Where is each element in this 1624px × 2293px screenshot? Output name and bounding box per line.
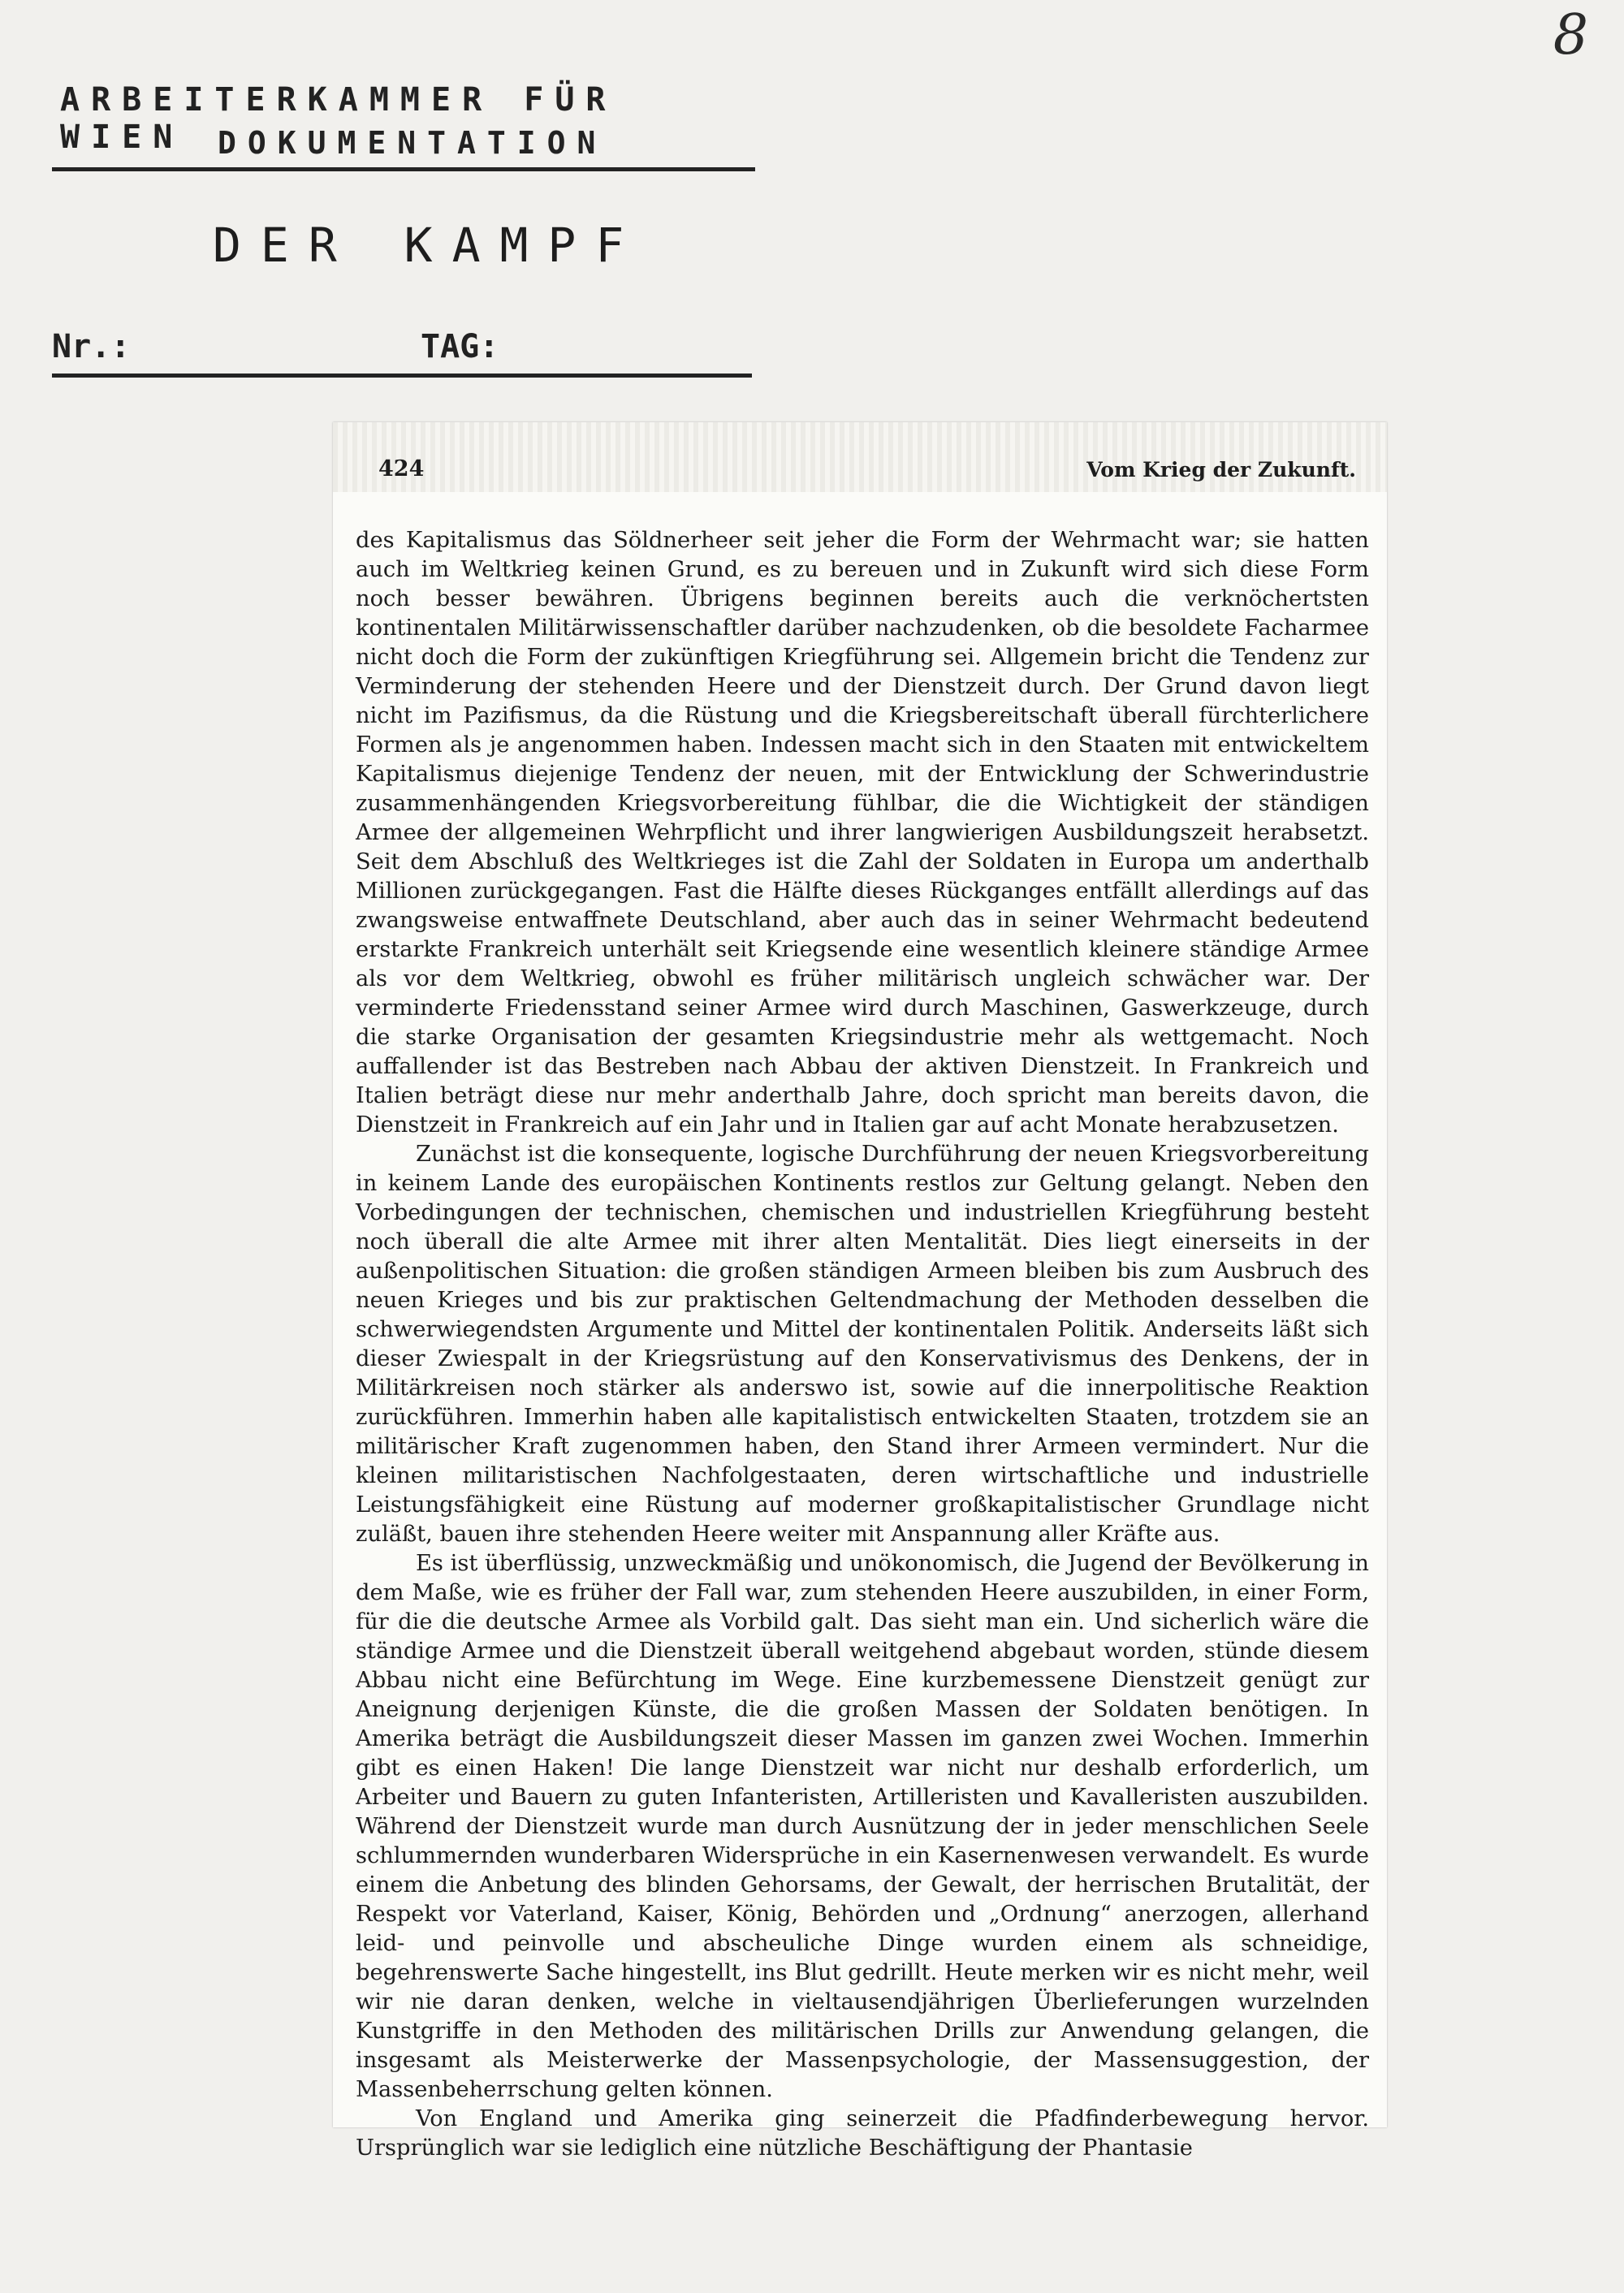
- paragraph-3: Es ist überflüssig, unzweckmäßig und unökonomisch, die Jugend der Bevölkerung in dem Maße, wie es früher der Fall war, zum stehenden Heere auszubilden, in einer Form, für die die deutsche Armee als Vorbild galt. Das sieht man ein. Und sicherlich wäre die ständige Armee und die Dienstzeit überall weitgehend abgebaut worden, stünde diesem Abbau nicht eine Befürchtung im Wege. Eine kurzbemessene Dienstzeit genügt zur Aneignung derjenigen Künste, die die großen Massen der Soldaten benötigen. In Amerika beträgt die Ausbildungszeit dieser Massen im ganzen zwei Wochen. Immerhin gibt es einen Haken! Die lange Dienstzeit war nicht nur deshalb erforderlich, um Arbeiter und Bauern zu guten Infanteristen, Artilleristen und Kavalleristen auszubilden. Während der Dienstzeit wurde man durch Ausnützung der in jeder menschlichen Seele schlummernden wunderbaren Widersprüche in ein Kasernenwesen verwandelt. Es wurde einem die Anbetung des blinden Gehorsams, der Gewalt, der herrischen Brutalität, der Respekt vor Vaterland, Kaiser, König, Behörden und „Ordnung“ anerzogen, allerhand leid- und peinvolle und abscheuliche Dinge wurden einem als schneidige, begehrenswerte Sache hingestellt, ins Blut gedrillt. Heute merken wir es nicht mehr, weil wir nie daran denken, welche in vieltausendjährigen Überlieferungen wurzelnden Kunstgriffe in den Methoden des militärischen Drills zur Anwendung gelangen, die insgesamt als Meisterwerke der Massenpsychologie, der Massensuggestion, der Massenbeherrschung gelten können.: [356, 1551, 1369, 2102]
- stamp-publication: DER KAMPF: [213, 218, 644, 273]
- paragraph-4: Von England und Amerika ging seinerzeit die Pfadfinderbewegung hervor. Ursprünglich war sie lediglich eine nützliche Beschäftigung der Phantasie: [356, 2106, 1369, 2161]
- paragraph-2: Zunächst ist die konsequente, logische Durchführung der neuen Kriegsvorbereitung in keinem Lande des europäischen Kontinents restlos zur Geltung gelangt. Neben den Vorbedingungen der technischen, chemischen und industriellen Kriegführung besteht noch überall die alte Armee mit ihrer alten Mentalität. Dies liegt einerseits in der außenpolitischen Situation: die großen ständigen Armeen bleiben bis zum Ausbruch des neuen Krieges und bis zur praktischen Geltendmachung der Methoden desselben die schwerwiegendsten Argumente und Mittel der kontinentalen Politik. Anderseits läßt sich dieser Zwiespalt in der Kriegsrüstung auf den Konservativismus des Denkens, der in Militärkreisen noch stärker als anderswo ist, sowie auf die innerpolitische Reaktion zurückführen. Immerhin haben alle kapitalistisch entwickelten Staaten, trotzdem sie an militärischer Kraft zugenommen haben, den Stand ihrer Armeen vermindert. Nur die kleinen militaristischen Nachfolgestaaten, deren wirtschaftliche und industrielle Leistungsfähigkeit eine Rüstung auf moderner großkapitalistischer Grundlage nicht zuläßt, bauen ihre stehenden Heere weiter mit Anspannung aller Kräfte aus.: [356, 1142, 1369, 1547]
- stamp-divider-top: [52, 167, 755, 171]
- clipping-body: [356, 526, 1369, 2163]
- stamp-organization: ARBEITERKAMMER FÜR WIEN: [60, 81, 617, 156]
- handwritten-page-number: 8: [1553, 3, 1588, 67]
- clipping-running-title: Vom Krieg der Zukunft.: [1086, 458, 1356, 481]
- newspaper-clipping: [333, 422, 1387, 2161]
- clipping-header: [333, 422, 1387, 492]
- stamp-divider-bottom: [52, 374, 752, 378]
- paragraph-1: des Kapitalismus das Söldnerheer seit jeher die Form der Wehrmacht war; sie hatten auch im Weltkrieg keinen Grund, es zu bereuen und in Zukunft wird sich diese Form noch besser bewähren. Übrigens beginnen bereits auch die verknöchertsten kontinentalen Militärwissenschaftler darüber nachzudenken, ob die besoldete Facharmee nicht doch die Form der zukünftigen Kriegführung sei. Allgemein bricht die Tendenz zur Verminderung der stehenden Heere und der Dienstzeit durch. Der Grund davon liegt nicht im Pazifismus, da die Rüstung und die Kriegsbereitschaft überall fürchterlichere Formen als je angenommen haben. Indessen macht sich in den Staaten mit entwickeltem Kapitalismus diejenige Tendenz der neuen, mit der Entwicklung der Schwerindustrie zusammenhängenden Kriegsvorbereitung fühlbar, die die Wichtigkeit der ständigen Armee der allgemeinen Wehrpflicht und ihrer langwierigen Ausbildungszeit herabsetzt. Seit dem Abschluß des Weltkrieges ist die Zahl der Soldaten in Europa um anderthalb Millionen zurückgegangen. Fast die Hälfte dieses Rückganges entfällt allerdings auf das zwangsweise entwaffnete Deutschland, aber auch das in seiner Wehrmacht bedeutend erstarkte Frankreich unterhält seit Kriegsende eine wesentlich kleinere ständige Armee als vor dem Weltkrieg, obwohl es früher militärisch ungleich schwächer war. Der verminderte Friedensstand seiner Armee wird durch Maschinen, Gaswerkzeuge, durch die starke Organisation der gesamten Kriegsindustrie mehr als wettgemacht. Noch auffallender ist das Bestreben nach Abbau der aktiven Dienstzeit. In Frankreich und Italien beträgt diese nur mehr anderthalb Jahre, doch spricht man bereits davon, die Dienstzeit in Frankreich auf ein Jahr und in Italien gar auf acht Monate herabzusetzen.: [356, 528, 1369, 1138]
- stamp-tag-label: TAG:: [421, 328, 499, 365]
- archive-stamp: [52, 76, 755, 378]
- clipping-page-number: 424: [378, 456, 425, 481]
- stamp-department: DOKUMENTATION: [218, 125, 607, 161]
- stamp-nr-label: Nr.:: [52, 328, 131, 365]
